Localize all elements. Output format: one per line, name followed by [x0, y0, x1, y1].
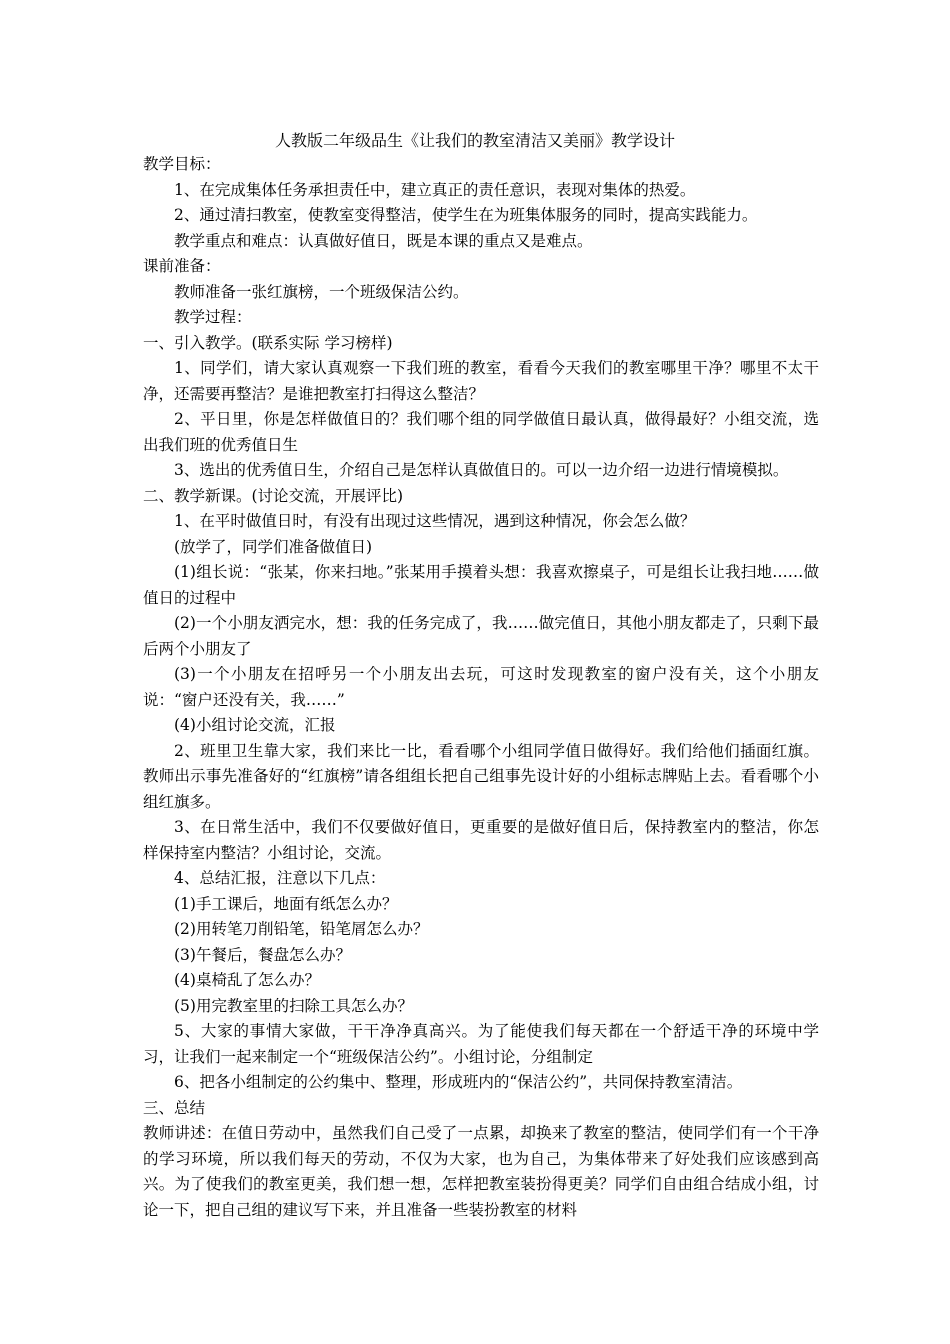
- paragraph: 课前准备：: [143, 257, 221, 275]
- paragraph: 三、总结: [143, 1098, 206, 1117]
- paragraph: (5)用完教室里的扫除工具怎么办？: [174, 996, 413, 1015]
- paragraph: 1、在完成集体任务承担责任中，建立真正的责任意识，表现对集体的热爱。: [174, 180, 696, 199]
- paragraph: 3、选出的优秀值日生，介绍自己是怎样认真做值日的。可以一边介绍一边进行情境模拟。: [174, 461, 789, 479]
- paragraph: (3)午餐后，餐盘怎么办？: [174, 945, 351, 964]
- paragraph: (2)一个小朋友洒完水，想：我的任务完成了，我……做完值日，其他小朋友都走了，只剩下最后两个小朋友了: [143, 614, 819, 658]
- paragraph: 2、班里卫生靠大家，我们来比一比，看看哪个小组同学值日做得好。我们给他们插面红旗。教师出示事先准备好的“红旗榜”请各组组长把自己组事先设计好的小组标志牌贴上去。看看哪个小组红旗多。: [143, 741, 819, 811]
- paragraph: 6、把各小组制定的公约集中、整理，形成班内的“保洁公约”，共同保持教室清洁。: [174, 1073, 743, 1091]
- paragraph: 4、总结汇报，注意以下几点：: [174, 869, 386, 887]
- paragraph: 1、同学们，请大家认真观察一下我们班的教室，看看今天我们的教室哪里干净？哪里不太干净，还需要再整洁？是谁把教室打扫得这么整洁？: [143, 359, 819, 403]
- paragraph: 二、教学新课。(讨论交流，开展评比): [143, 486, 404, 505]
- paragraph: (放学了，同学们准备做值日): [174, 537, 373, 556]
- paragraph: (4)小组讨论交流，汇报: [174, 716, 336, 734]
- document-body: [143, 152, 819, 1223]
- paragraph: 教学过程：: [174, 308, 252, 326]
- paragraph: (1)手工课后，地面有纸怎么办？: [174, 894, 398, 913]
- paragraph: (4)桌椅乱了怎么办？: [174, 971, 320, 989]
- document-title: 人教版二年级品生《让我们的教室清洁又美丽》教学设计: [274, 131, 675, 150]
- paragraph: 3、在日常生活中，我们不仅要做好值日，更重要的是做好值日后，保持教室内的整洁，你怎样保持室内整洁？小组讨论，交流。: [143, 818, 819, 862]
- paragraph: 5、大家的事情大家做，干干净净真高兴。为了能使我们每天都在一个舒适干净的环境中学习，让我们一起来制定一个“班级保洁公约”。小组讨论，分组制定: [143, 1022, 819, 1066]
- paragraph: 教学重点和难点：认真做好值日，既是本课的重点又是难点。: [174, 231, 593, 250]
- paragraph: 一、引入教学。(联系实际 学习榜样): [143, 333, 393, 352]
- paragraph: 教师准备一张红旗榜，一个班级保洁公约。: [174, 282, 469, 301]
- paragraph: (2)用转笔刀削铅笔，铅笔屑怎么办？: [174, 920, 429, 938]
- paragraph: 教师讲述：在值日劳动中，虽然我们自己受了一点累，却换来了教室的整洁，使同学们有一个干净的学习环境，所以我们每天的劳动，不仅为大家，也为自己，为集体带来了好处我们应该感到高兴。为了使我们的教室更美，我们想一想，怎样把教室装扮得更美？同学们自由组合结成小组，讨论一下，把自己组的建议写下来，并且准备一些装扮教室的材料: [143, 1124, 819, 1219]
- paragraph: 1、在平时做值日时，有没有出现过这些情况，遇到这种情况，你会怎么做？: [174, 512, 696, 530]
- paragraph: (3)一个小朋友在招呼另一个小朋友出去玩，可这时发现教室的窗户没有关，这个小朋友说：“窗户还没有关，我……”: [143, 665, 819, 709]
- paragraph: 教学目标：: [143, 155, 221, 173]
- paragraph: 2、通过清扫教室，使教室变得整洁，使学生在为班集体服务的同时，提高实践能力。: [174, 206, 758, 224]
- paragraph: 2、平日里，你是怎样做值日的？我们哪个组的同学做值日最认真，做得最好？小组交流，选出我们班的优秀值日生: [143, 410, 819, 454]
- paragraph: (1)组长说：“张某，你来扫地。”张某用手摸着头想：我喜欢擦桌子，可是组长让我扫地……做值日的过程中: [143, 563, 819, 607]
